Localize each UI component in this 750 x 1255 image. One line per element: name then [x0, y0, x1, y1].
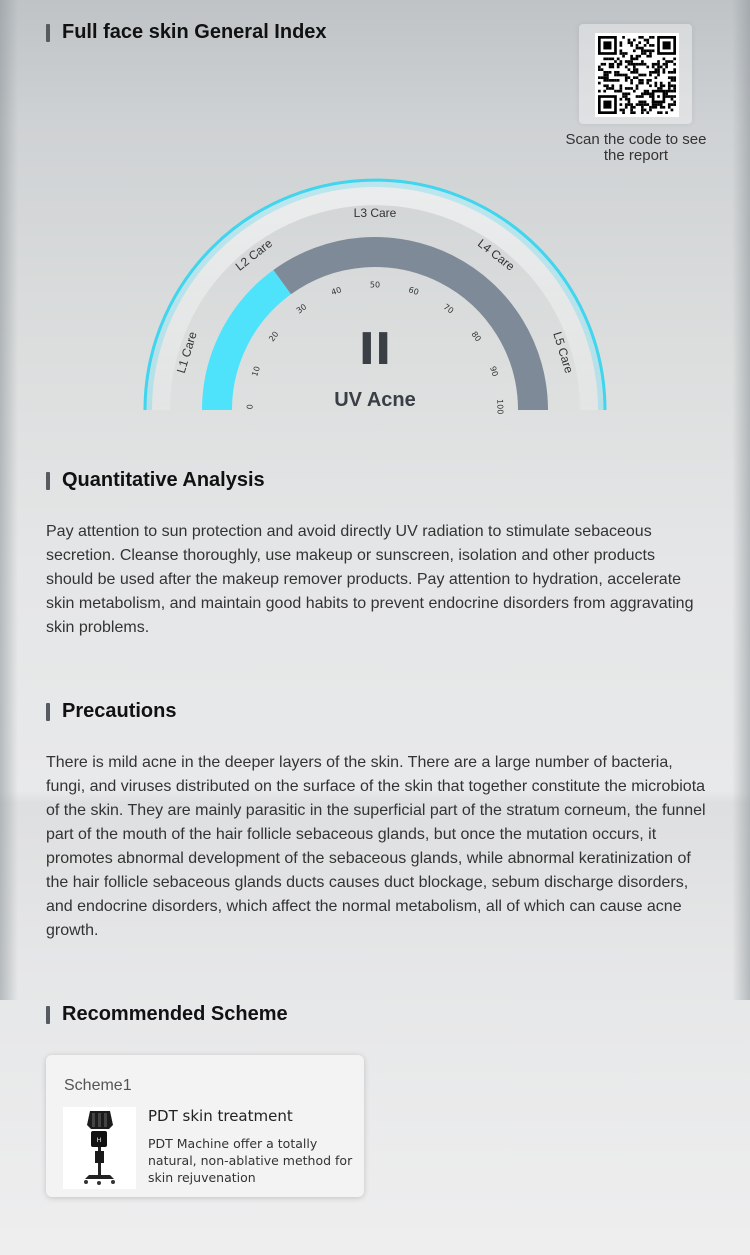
qr-card[interactable]	[579, 24, 692, 124]
recommended-title	[46, 1003, 288, 1026]
gauge-tick-label: 10	[250, 365, 262, 378]
gauge-fill	[217, 282, 282, 410]
qr-code-icon	[598, 36, 676, 114]
title-bar-marker	[46, 1006, 50, 1024]
gauge-level-label: L1 Care	[173, 329, 200, 375]
scheme-card[interactable]	[46, 1055, 364, 1197]
qr-caption: Scan the code to see the report	[565, 131, 707, 164]
skin-index-gauge	[140, 130, 610, 415]
precautions-title-text: Precautions	[62, 700, 177, 722]
title-bar-marker	[46, 703, 50, 721]
gauge-level-label: L5 Care	[550, 329, 577, 375]
gauge-tick-label: 40	[330, 285, 343, 297]
precautions-text: There is mild acne in the deeper layers of the skin. There are a large number of bacteria, fungi, and viruses distributed on the surface of the skin that together constitute the microbiota of the skin. They are mainly parasitic in the superficial part of the stratum corneum, the funnel part of the mouth of the hair follicle sebaceous glands, but once the mutation occurs, it promotes abnormal development of the sebaceous glands, while abnormal keratinization of the hair follicle sebaceous glands ducts causes duct blockage, sebum discharge disorders, and endocrine disorders, which affect the normal metabolism, all of which can cause acne growth.	[46, 754, 706, 939]
scheme-name: PDT skin treatment	[148, 1107, 293, 1125]
quantitative-title	[46, 469, 265, 492]
page-title-text: Full face skin General Index	[62, 21, 327, 43]
gauge-level-label: L3 Care	[353, 206, 397, 221]
gauge-track	[282, 252, 533, 410]
gauge-level-label: L2 Care	[232, 236, 275, 274]
page-title	[46, 21, 327, 44]
title-bar-marker	[46, 24, 50, 42]
gauge-tick-label: 50	[369, 280, 381, 290]
gauge-level-label: L4 Care	[475, 236, 518, 274]
gauge-tick-label: 60	[407, 285, 420, 297]
gauge-tick-label: 0	[245, 404, 255, 410]
qr-code[interactable]	[595, 33, 679, 117]
right-edge-shade	[732, 0, 750, 1000]
indicator-label: UV Acne	[334, 389, 416, 411]
gauge-tick-label: 100	[495, 398, 505, 415]
gauge-tick-label: 70	[441, 302, 456, 316]
title-bar-marker	[46, 472, 50, 490]
pdt-machine-icon	[63, 1107, 136, 1189]
gauge-tick-label: 90	[488, 365, 500, 378]
svg-text:H: H	[96, 1137, 102, 1144]
grade-text: II	[358, 324, 392, 375]
quantitative-title-text: Quantitative Analysis	[62, 469, 265, 491]
scheme-description: PDT Machine offer a totally natural, non-ablative method for skin rejuvenation	[148, 1136, 353, 1185]
gauge-tick-label: 30	[294, 302, 309, 316]
gauge-tick-label: 80	[469, 329, 483, 344]
precautions-title	[46, 700, 176, 723]
left-edge-shade	[0, 0, 18, 1000]
scheme-label: Scheme1	[64, 1077, 132, 1094]
quantitative-text: Pay attention to sun protection and avoid directly UV radiation to stimulate sebaceous secretion. Cleanse thoroughly, use makeup or sunscreen, isolation and other products should be used after the makeup remover products. Pay attention to hydration, accelerate skin metabolism, and maintain good habits to prevent endocrine disorders from aggravating skin problems.	[46, 523, 694, 636]
recommended-title-text: Recommended Scheme	[62, 1003, 288, 1025]
gauge-tick-label: 20	[267, 329, 281, 344]
